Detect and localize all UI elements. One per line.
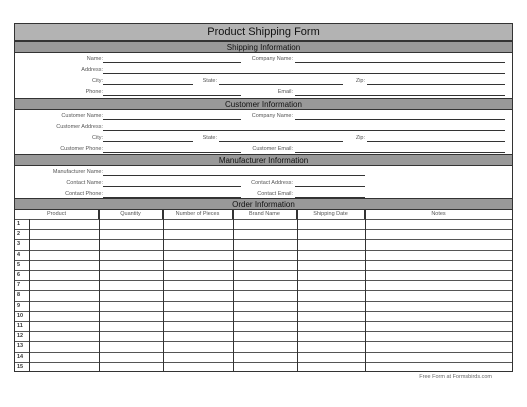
table-row[interactable] <box>15 352 512 353</box>
label-customer-company-name: Company Name: <box>251 113 293 119</box>
table-row[interactable] <box>15 311 512 312</box>
label-contact-name: Contact Name: <box>66 180 103 186</box>
label-customer-zip: Zip: <box>355 135 365 141</box>
label-name: Name: <box>86 56 103 62</box>
field-customer-city[interactable] <box>103 141 193 142</box>
row-number-divider <box>29 219 30 372</box>
section-customer-header: Customer Information <box>15 98 512 110</box>
label-state: State: <box>202 78 217 84</box>
col-brand-name: Brand Name <box>233 209 297 219</box>
footer-credit: Free Form at Formsbirds.com <box>419 374 492 380</box>
field-phone[interactable] <box>103 95 241 96</box>
row-number: 3 <box>17 241 21 248</box>
label-phone: Phone: <box>85 89 103 95</box>
col-divider-4 <box>297 209 298 372</box>
table-row[interactable] <box>15 290 512 291</box>
table-row[interactable] <box>15 331 512 332</box>
field-address[interactable] <box>103 73 505 74</box>
col-quantity: Quantity <box>99 209 163 219</box>
table-row[interactable] <box>15 301 512 302</box>
table-row[interactable] <box>15 341 512 342</box>
row-number: 9 <box>17 302 21 309</box>
row-number: 11 <box>17 323 23 329</box>
col-divider-1 <box>99 209 100 372</box>
label-contact-email: Contact Email: <box>257 191 293 197</box>
field-customer-company-name[interactable] <box>295 119 505 120</box>
field-customer-state[interactable] <box>219 141 343 142</box>
row-number: 5 <box>17 261 21 268</box>
row-number: 15 <box>17 363 24 370</box>
table-row[interactable] <box>15 239 512 240</box>
table-row[interactable] <box>15 260 512 261</box>
field-customer-phone[interactable] <box>103 152 241 153</box>
table-row[interactable] <box>15 270 512 271</box>
field-customer-email[interactable] <box>295 152 505 153</box>
field-customer-zip[interactable] <box>367 141 505 142</box>
field-manufacturer-name[interactable] <box>103 175 365 176</box>
section-shipping-header: Shipping Information <box>15 41 512 53</box>
label-customer-email: Customer Email: <box>252 146 293 152</box>
row-number: 6 <box>17 272 21 278</box>
table-row[interactable] <box>15 321 512 322</box>
label-customer-address: Customer Address: <box>56 124 103 130</box>
col-product: Product <box>15 209 99 219</box>
field-state[interactable] <box>219 84 343 85</box>
section-manufacturer-header: Manufacturer Information <box>15 154 512 166</box>
field-zip[interactable] <box>367 84 505 85</box>
field-name[interactable] <box>103 62 241 63</box>
field-city[interactable] <box>103 84 193 85</box>
row-number: 1 <box>17 221 21 227</box>
label-customer-name: Customer Name: <box>61 113 103 119</box>
field-customer-address[interactable] <box>103 130 505 131</box>
col-divider-2 <box>163 209 164 372</box>
col-number-of-pieces: Number of Pieces <box>163 209 233 219</box>
section-order-header: Order Information <box>15 198 512 210</box>
table-row[interactable] <box>15 219 512 220</box>
field-email[interactable] <box>295 95 505 96</box>
label-company-name: Company Name: <box>251 56 293 62</box>
col-shipping-date: Shipping Date <box>297 209 365 219</box>
table-row[interactable] <box>15 362 512 363</box>
table-row[interactable] <box>15 229 512 230</box>
row-number: 13 <box>17 343 24 350</box>
col-divider-3 <box>233 209 234 372</box>
field-company-name[interactable] <box>295 62 505 63</box>
field-contact-address[interactable] <box>295 186 365 187</box>
row-number: 12 <box>17 333 24 340</box>
table-row[interactable] <box>15 280 512 281</box>
row-number: 10 <box>17 312 24 319</box>
form-title: Product Shipping Form <box>15 24 512 41</box>
col-notes: Notes <box>431 211 446 217</box>
label-zip: Zip: <box>355 78 365 84</box>
label-customer-phone: Customer Phone: <box>60 146 103 152</box>
row-number: 4 <box>17 251 21 258</box>
shipping-form <box>14 23 513 372</box>
label-contact-phone: Contact Phone: <box>65 191 103 197</box>
table-row[interactable] <box>15 250 512 251</box>
row-number: 2 <box>17 231 21 238</box>
row-number: 7 <box>17 282 21 289</box>
label-city: City: <box>92 78 103 84</box>
label-address: Address: <box>81 67 103 73</box>
row-number: 14 <box>17 353 24 360</box>
col-divider-5 <box>365 209 366 372</box>
row-number: 8 <box>17 292 21 299</box>
label-manufacturer-name: Manufacturer Name: <box>52 169 103 175</box>
label-contact-address: Contact Address: <box>251 180 293 186</box>
field-customer-name[interactable] <box>103 119 241 120</box>
field-contact-name[interactable] <box>103 186 241 187</box>
label-email: Email: <box>277 89 293 95</box>
label-customer-city: City: <box>92 135 103 141</box>
label-customer-state: State: <box>202 135 217 141</box>
